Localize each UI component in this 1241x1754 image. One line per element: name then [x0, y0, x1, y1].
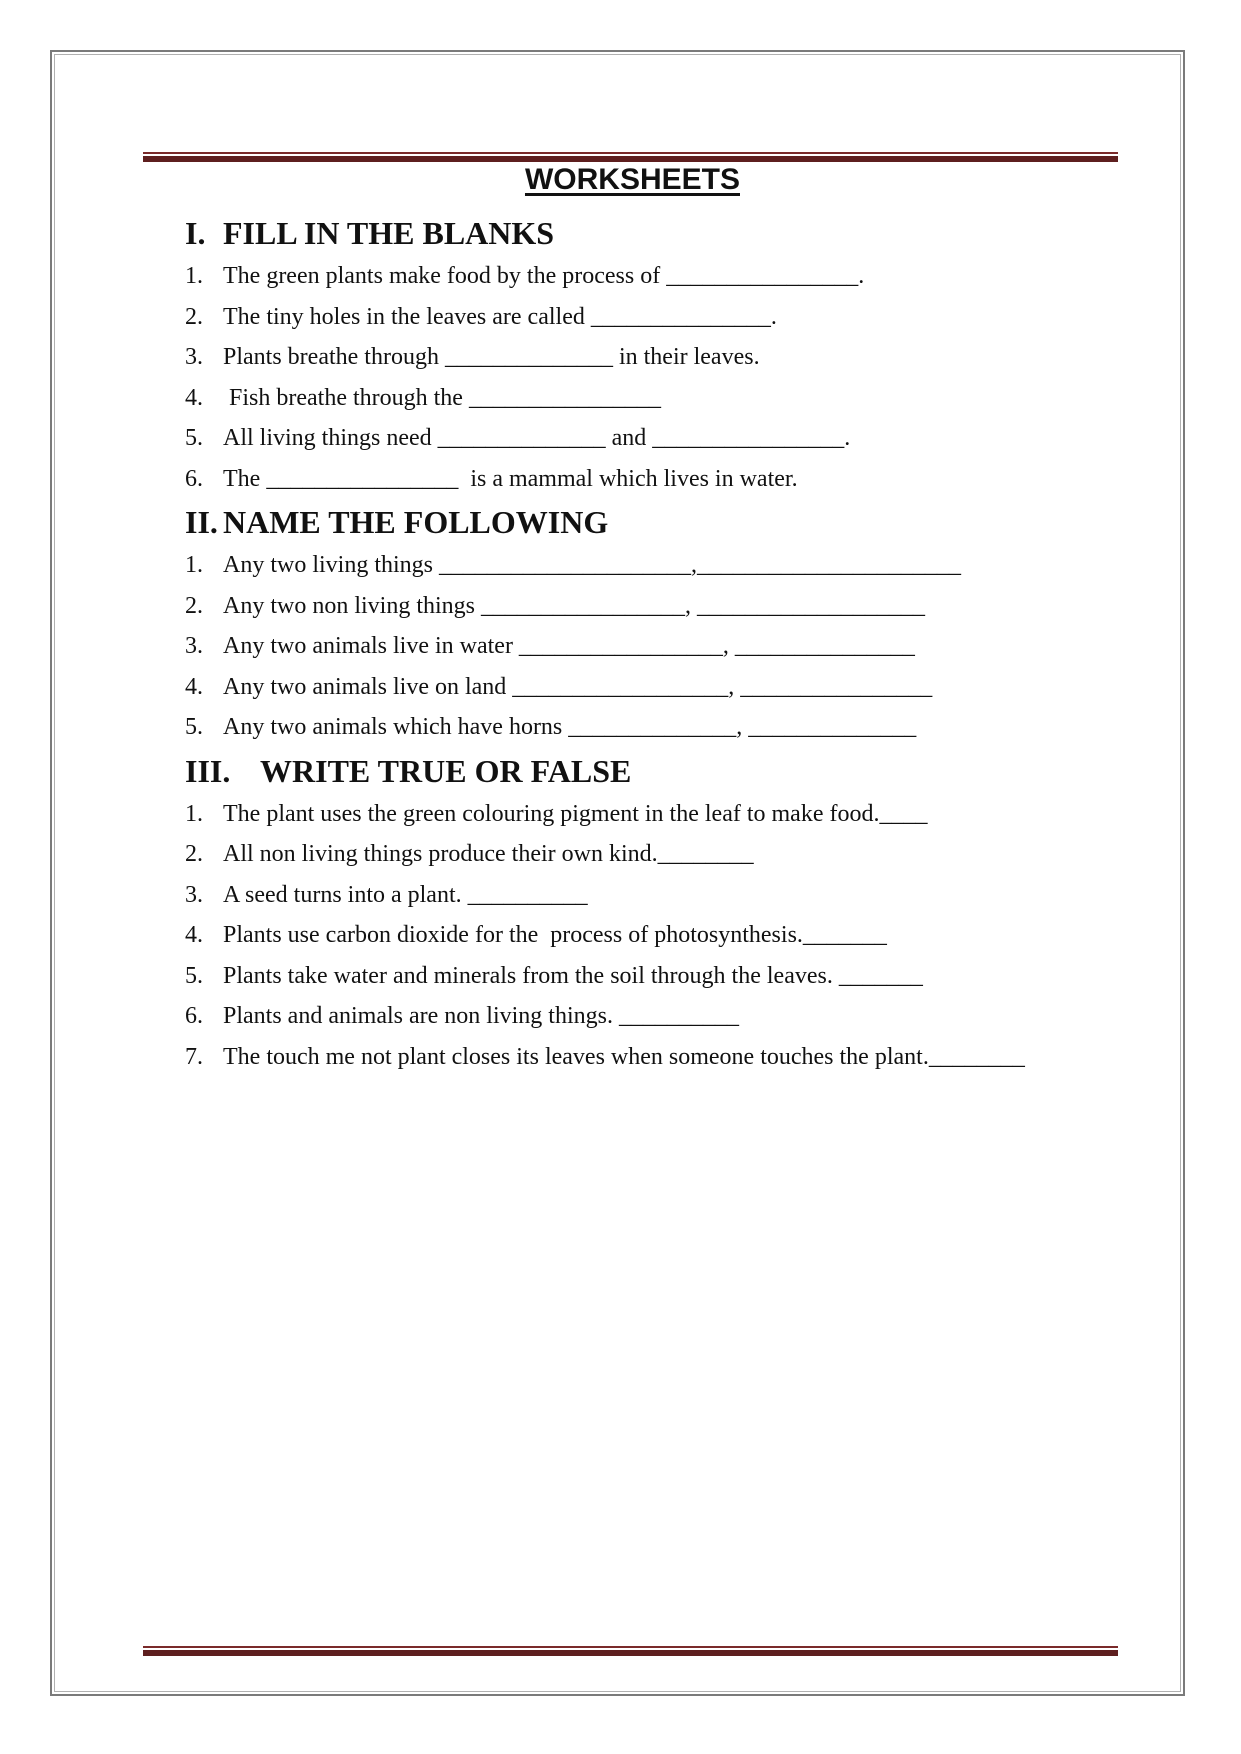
section-fill-in-the-blanks	[185, 210, 1085, 499]
section-heading	[185, 210, 1085, 256]
list-item	[185, 794, 1085, 835]
list-item	[185, 915, 1085, 956]
list-item	[185, 875, 1085, 916]
header-rule	[143, 152, 1118, 162]
item-number: 4.	[185, 673, 203, 700]
list-item	[185, 1037, 1085, 1078]
item-text: The ________________ is a mammal which lives in water.	[223, 465, 798, 492]
section-heading	[185, 499, 1085, 545]
item-number: 3.	[185, 881, 203, 908]
item-text: All non living things produce their own kind.________	[223, 841, 754, 867]
item-text: The touch me not plant closes its leaves when someone touches the plant.________	[223, 1043, 1025, 1070]
item-number: 3.	[185, 344, 203, 370]
item-number: 4.	[185, 384, 203, 411]
item-text: Any two animals live on land __________________, ________________	[223, 673, 933, 700]
item-text: Plants use carbon dioxide for the process of photosynthesis._______	[223, 922, 887, 948]
item-number: 5.	[185, 714, 203, 740]
item-number: 5.	[185, 425, 203, 451]
list-item	[185, 337, 1085, 378]
item-number: 1.	[185, 263, 203, 289]
list-item	[185, 256, 1085, 297]
item-number: 7.	[185, 1043, 203, 1070]
item-number: 6.	[185, 465, 203, 492]
list-item	[185, 996, 1085, 1037]
item-text: Any two animals live in water _________________, _______________	[223, 633, 915, 659]
item-number: 3.	[185, 633, 203, 659]
item-text: Plants breathe through ______________ in their leaves.	[223, 344, 760, 370]
section-heading	[185, 748, 1085, 794]
item-text: Any two living things _____________________,______________________	[223, 552, 962, 578]
item-text: A seed turns into a plant. __________	[223, 881, 588, 908]
section-number: II.	[185, 504, 218, 540]
section-write-true-or-false	[185, 748, 1085, 1078]
item-text: Any two animals which have horns ______________, ______________	[223, 714, 917, 740]
item-number: 4.	[185, 922, 203, 948]
list-item	[185, 707, 1085, 748]
item-text: All living things need ______________ and ________________.	[223, 425, 851, 451]
page-title: WORKSHEETS	[524, 163, 740, 196]
item-number: 1.	[185, 552, 203, 578]
item-number: 2.	[185, 841, 203, 867]
list-item	[185, 545, 1085, 586]
item-text: Fish breathe through the ________________	[223, 384, 661, 411]
list-item	[185, 667, 1085, 708]
worksheet-content	[185, 210, 1085, 1077]
list-item	[185, 956, 1085, 997]
section-number: III.	[185, 752, 231, 789]
section-title: NAME THE FOLLOWING	[223, 504, 609, 540]
list-item	[185, 459, 1085, 500]
footer-rule	[143, 1646, 1118, 1656]
item-text: Plants and animals are non living things. __________	[223, 1003, 739, 1029]
list-item	[185, 418, 1085, 459]
item-text: Plants take water and minerals from the soil through the leaves. _______	[223, 962, 923, 989]
list-item	[185, 297, 1085, 338]
item-text: The green plants make food by the process of ________________.	[223, 263, 865, 289]
item-text: The plant uses the green colouring pigment in the leaf to make food.____	[223, 800, 928, 827]
item-number: 5.	[185, 962, 203, 989]
list-item	[185, 626, 1085, 667]
list-item	[185, 834, 1085, 875]
item-text: Any two non living things _________________, ___________________	[223, 592, 926, 619]
section-number: I.	[185, 215, 206, 251]
item-text: The tiny holes in the leaves are called _______________.	[223, 303, 777, 330]
item-number: 1.	[185, 800, 203, 827]
section-name-the-following	[185, 499, 1085, 748]
section-title: FILL IN THE BLANKS	[223, 215, 555, 251]
list-item	[185, 586, 1085, 627]
item-number: 6.	[185, 1003, 203, 1029]
item-number: 2.	[185, 303, 203, 330]
list-item	[185, 378, 1085, 419]
item-number: 2.	[185, 592, 203, 619]
section-title: WRITE TRUE OR FALSE	[260, 752, 632, 789]
